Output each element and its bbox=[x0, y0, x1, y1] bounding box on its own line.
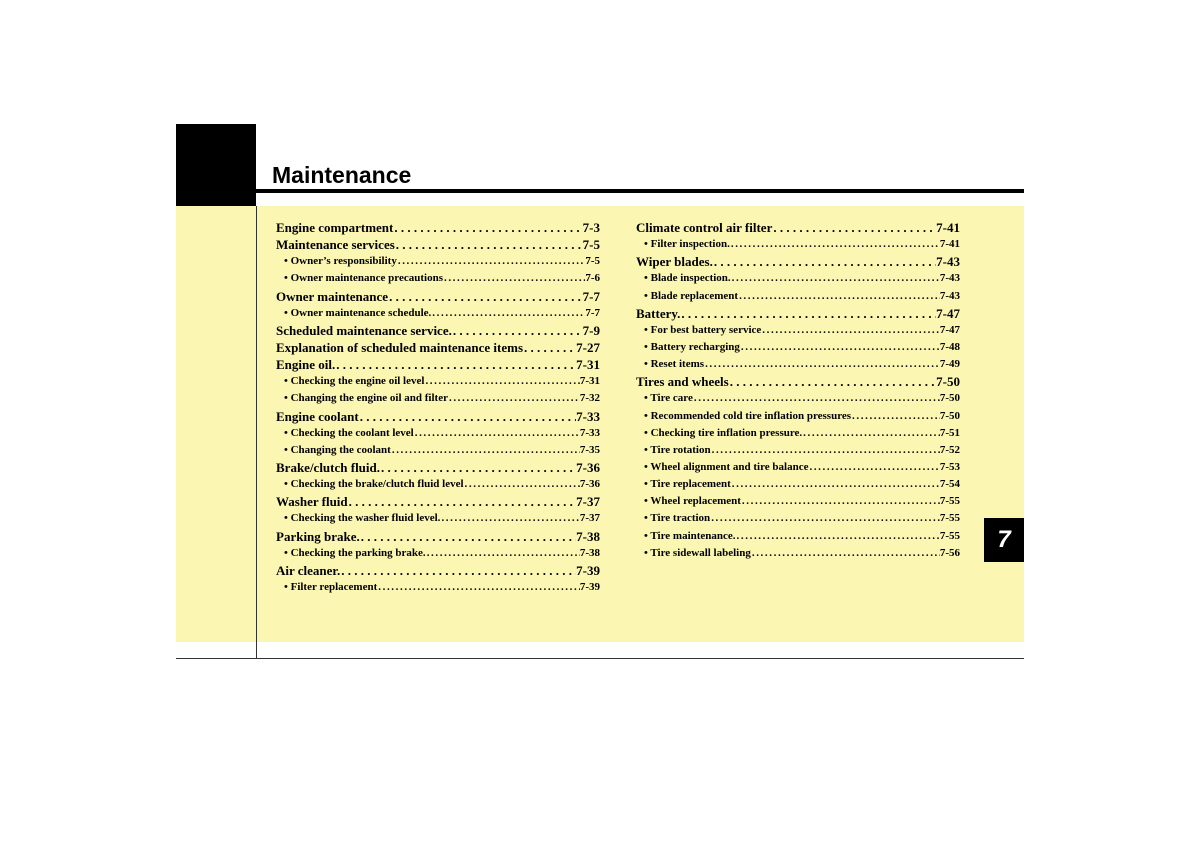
toc-subentry[interactable] bbox=[636, 476, 960, 493]
toc-entry-label: • For best battery service bbox=[644, 323, 762, 336]
toc-leader-dots bbox=[440, 510, 579, 527]
toc-heading-entry[interactable] bbox=[276, 356, 600, 373]
toc-leader-dots bbox=[335, 356, 576, 373]
toc-leader-dots bbox=[348, 493, 577, 510]
toc-leader-dots bbox=[393, 219, 582, 236]
toc-leader-dots bbox=[711, 442, 940, 459]
toc-subentry[interactable] bbox=[636, 493, 960, 510]
toc-entry-page: 7-5 bbox=[585, 255, 600, 268]
toc-leader-dots bbox=[452, 322, 583, 339]
toc-entry-page: 7-31 bbox=[579, 375, 600, 388]
toc-entry-page: 7-33 bbox=[576, 408, 600, 424]
toc-heading-entry[interactable] bbox=[276, 459, 600, 476]
toc-subentry[interactable] bbox=[276, 270, 600, 287]
toc-entry-label: • Tire maintenance. bbox=[644, 529, 736, 542]
toc-leader-dots bbox=[808, 459, 939, 476]
toc-leader-dots bbox=[380, 459, 576, 476]
toc-entry-label: • Blade inspection. bbox=[644, 272, 731, 285]
toc-leader-dots bbox=[731, 270, 940, 287]
toc-leader-dots bbox=[360, 528, 576, 545]
toc-entry-page: 7-50 bbox=[939, 409, 960, 422]
toc-entry-label: Brake/clutch fluid. bbox=[276, 459, 381, 475]
toc-subentry[interactable] bbox=[636, 442, 960, 459]
toc-leader-dots bbox=[713, 253, 936, 270]
toc-entry-label: Tires and wheels bbox=[636, 374, 729, 390]
toc-subentry[interactable] bbox=[636, 339, 960, 356]
toc-entry-label: • Changing the coolant bbox=[284, 443, 391, 456]
toc-leader-dots bbox=[802, 425, 940, 442]
toc-leader-dots bbox=[388, 288, 583, 305]
toc-leader-dots bbox=[523, 339, 576, 356]
toc-heading-entry[interactable] bbox=[636, 253, 960, 270]
toc-leader-dots bbox=[761, 322, 940, 339]
toc-entry-page: 7-55 bbox=[939, 495, 960, 508]
toc-entry-page: 7-41 bbox=[939, 238, 960, 251]
toc-entry-page: 7-52 bbox=[939, 443, 960, 456]
toc-subentry[interactable] bbox=[276, 305, 600, 322]
toc-entry-page: 7-32 bbox=[579, 392, 600, 405]
toc-entry-page: 7-39 bbox=[576, 562, 600, 578]
toc-heading-entry[interactable] bbox=[276, 493, 600, 510]
toc-entry-label: • Checking the coolant level bbox=[284, 426, 414, 439]
toc-leader-dots bbox=[464, 476, 580, 493]
toc-entry-label: • Battery recharging bbox=[644, 340, 740, 353]
toc-entry-label: • Checking the brake/clutch fluid level bbox=[284, 478, 464, 491]
toc-subentry[interactable] bbox=[636, 408, 960, 425]
toc-entry-page: 7-36 bbox=[576, 459, 600, 475]
toc-entry-label: • Changing the engine oil and filter bbox=[284, 392, 448, 405]
toc-subentry[interactable] bbox=[276, 545, 600, 562]
toc-leader-dots bbox=[424, 373, 579, 390]
toc-subentry[interactable] bbox=[636, 322, 960, 339]
toc-entry-page: 7-7 bbox=[585, 306, 600, 319]
toc-leader-dots bbox=[359, 408, 576, 425]
toc-heading-entry[interactable] bbox=[276, 322, 600, 339]
toc-subentry[interactable] bbox=[276, 476, 600, 493]
toc-column-right bbox=[636, 219, 960, 562]
toc-entry-page: 7-38 bbox=[576, 528, 600, 544]
chapter-title: Maintenance bbox=[272, 162, 412, 188]
toc-entry-label: • Filter replacement bbox=[284, 580, 378, 593]
toc-leader-dots bbox=[731, 476, 940, 493]
toc-column-left bbox=[276, 219, 600, 596]
toc-entry-page: 7-55 bbox=[939, 512, 960, 525]
toc-entry-page: 7-27 bbox=[576, 339, 600, 355]
toc-entry-label: • Tire care bbox=[644, 392, 693, 405]
toc-entry-label: Explanation of scheduled maintenance items bbox=[276, 339, 524, 355]
toc-entry-label: • Reset items bbox=[644, 358, 705, 371]
toc-leader-dots bbox=[431, 305, 585, 322]
toc-entry-page: 7-37 bbox=[576, 494, 600, 510]
toc-leader-dots bbox=[710, 510, 940, 527]
toc-heading-entry[interactable] bbox=[276, 219, 600, 236]
toc-subentry[interactable] bbox=[636, 425, 960, 442]
toc-leader-dots bbox=[751, 545, 940, 562]
toc-entry-label: • Checking the engine oil level bbox=[284, 375, 425, 388]
toc-entry-label: • Filter inspection. bbox=[644, 238, 730, 251]
toc-entry-page: 7-43 bbox=[936, 254, 960, 270]
toc-leader-dots bbox=[730, 236, 940, 253]
toc-subentry[interactable] bbox=[636, 459, 960, 476]
chapter-tab[interactable]: 7 bbox=[984, 518, 1024, 562]
toc-heading-entry[interactable] bbox=[276, 408, 600, 425]
toc-subentry[interactable] bbox=[636, 528, 960, 545]
toc-heading-entry[interactable] bbox=[636, 219, 960, 236]
toc-entry-label: • Tire replacement bbox=[644, 478, 731, 491]
toc-leader-dots bbox=[397, 253, 585, 270]
toc-entry-page: 7-53 bbox=[939, 460, 960, 473]
toc-subentry[interactable] bbox=[636, 356, 960, 373]
toc-entry-page: 7-50 bbox=[939, 392, 960, 405]
toc-entry-page: 7-49 bbox=[939, 358, 960, 371]
toc-entry-page: 7-31 bbox=[576, 357, 600, 373]
toc-heading-entry[interactable] bbox=[276, 528, 600, 545]
toc-entry-label: Washer fluid bbox=[276, 494, 348, 510]
toc-entry-label: Engine compartment bbox=[276, 220, 394, 235]
toc-subentry[interactable] bbox=[636, 270, 960, 287]
toc-heading-entry[interactable] bbox=[276, 339, 600, 356]
toc-entry-page: 7-35 bbox=[579, 443, 600, 456]
toc-leader-dots bbox=[851, 408, 940, 425]
toc-leader-dots bbox=[693, 390, 940, 407]
toc-entry-page: 7-43 bbox=[939, 272, 960, 285]
toc-heading-entry[interactable] bbox=[276, 288, 600, 305]
toc-entry-page: 7-5 bbox=[582, 237, 600, 253]
toc-heading-entry[interactable] bbox=[636, 305, 960, 322]
toc-entry-page: 7-55 bbox=[939, 529, 960, 542]
toc-entry-label: Battery. bbox=[636, 305, 681, 321]
toc-entry-page: 7-56 bbox=[939, 546, 960, 559]
toc-entry-label: Maintenance services bbox=[276, 237, 395, 253]
toc-entry-label: Engine oil. bbox=[276, 357, 336, 373]
toc-entry-label: • Recommended cold tire inflation pressures bbox=[644, 409, 852, 422]
toc-entry-label: • Owner’s responsibility bbox=[284, 255, 397, 268]
toc-entry-page: 7-47 bbox=[939, 323, 960, 336]
toc-leader-dots bbox=[391, 442, 580, 459]
toc-entry-label: • Blade replacement bbox=[644, 289, 739, 302]
toc-entry-label: Parking brake. bbox=[276, 528, 360, 544]
toc-subentry[interactable] bbox=[636, 288, 960, 305]
toc-leader-dots bbox=[414, 425, 580, 442]
toc-entry-page: 7-7 bbox=[582, 288, 600, 304]
toc-entry-page: 7-41 bbox=[936, 220, 960, 235]
toc-subentry[interactable] bbox=[276, 390, 600, 407]
toc-leader-dots bbox=[704, 356, 940, 373]
toc-entry-label: • Tire traction bbox=[644, 512, 711, 525]
toc-entry-label: • Owner maintenance precautions bbox=[284, 272, 443, 285]
toc-entry-page: 7-48 bbox=[939, 340, 960, 353]
toc-entry-label: Air cleaner. bbox=[276, 562, 341, 578]
toc-entry-page: 7-3 bbox=[582, 220, 600, 235]
toc-entry-label: • Owner maintenance schedule. bbox=[284, 306, 432, 319]
toc-entry-page: 7-47 bbox=[936, 305, 960, 321]
toc-entry-page: 7-37 bbox=[579, 512, 600, 525]
toc-entry-page: 7-33 bbox=[579, 426, 600, 439]
toc-entry-page: 7-39 bbox=[579, 580, 600, 593]
toc-entry-page: 7-6 bbox=[585, 272, 600, 285]
toc-leader-dots bbox=[772, 219, 936, 236]
toc-entry-label: • Tire rotation bbox=[644, 443, 711, 456]
toc-subentry[interactable] bbox=[276, 579, 600, 596]
toc-leader-dots bbox=[448, 390, 580, 407]
toc-leader-dots bbox=[738, 288, 940, 305]
toc-entry-label: Engine coolant bbox=[276, 408, 359, 424]
toc-subentry[interactable] bbox=[276, 442, 600, 459]
toc-leader-dots bbox=[729, 373, 936, 390]
toc-subentry[interactable] bbox=[276, 253, 600, 270]
toc-entry-label: Climate control air filter bbox=[636, 220, 773, 235]
toc-leader-dots bbox=[740, 339, 940, 356]
toc-subentry[interactable] bbox=[276, 425, 600, 442]
toc-leader-dots bbox=[680, 305, 936, 322]
toc-heading-entry[interactable] bbox=[276, 236, 600, 253]
toc-entry-page: 7-43 bbox=[939, 289, 960, 302]
toc-subentry[interactable] bbox=[636, 510, 960, 527]
toc-entry-label: • Checking the washer fluid level. bbox=[284, 512, 441, 525]
toc-entry-label: • Checking tire inflation pressure. bbox=[644, 426, 803, 439]
toc-entry-page: 7-9 bbox=[582, 322, 600, 338]
toc-entry-page: 7-50 bbox=[936, 374, 960, 390]
toc-leader-dots bbox=[340, 562, 576, 579]
toc-entry-label: Wiper blades. bbox=[636, 254, 713, 270]
toc-entry-page: 7-51 bbox=[939, 426, 960, 439]
toc-leader-dots bbox=[741, 493, 940, 510]
toc-leader-dots bbox=[395, 236, 583, 253]
toc-subentry[interactable] bbox=[636, 236, 960, 253]
toc-subentry[interactable] bbox=[636, 545, 960, 562]
toc-entry-page: 7-38 bbox=[579, 546, 600, 559]
toc-entry-page: 7-54 bbox=[939, 478, 960, 491]
toc-entry-label: • Tire sidewall labeling bbox=[644, 546, 751, 559]
toc-leader-dots bbox=[377, 579, 580, 596]
toc-leader-dots bbox=[443, 270, 585, 287]
toc-subentry[interactable] bbox=[276, 510, 600, 527]
toc-leader-dots bbox=[426, 545, 580, 562]
toc-heading-entry[interactable] bbox=[276, 562, 600, 579]
toc-leader-dots bbox=[736, 528, 940, 545]
toc-entry-page: 7-36 bbox=[579, 478, 600, 491]
toc-entry-label: • Wheel replacement bbox=[644, 495, 741, 508]
toc-heading-entry[interactable] bbox=[636, 373, 960, 390]
toc-entry-label: • Wheel alignment and tire balance bbox=[644, 460, 809, 473]
toc-subentry[interactable] bbox=[636, 390, 960, 407]
margin-line bbox=[256, 206, 257, 659]
chapter-header-block bbox=[176, 124, 256, 206]
toc-subentry[interactable] bbox=[276, 373, 600, 390]
toc-entry-label: Owner maintenance bbox=[276, 288, 389, 304]
toc-entry-label: Scheduled maintenance service. bbox=[276, 322, 452, 338]
toc-entry-label: • Checking the parking brake. bbox=[284, 546, 426, 559]
title-rule bbox=[256, 189, 1024, 193]
bottom-rule bbox=[176, 658, 1024, 659]
